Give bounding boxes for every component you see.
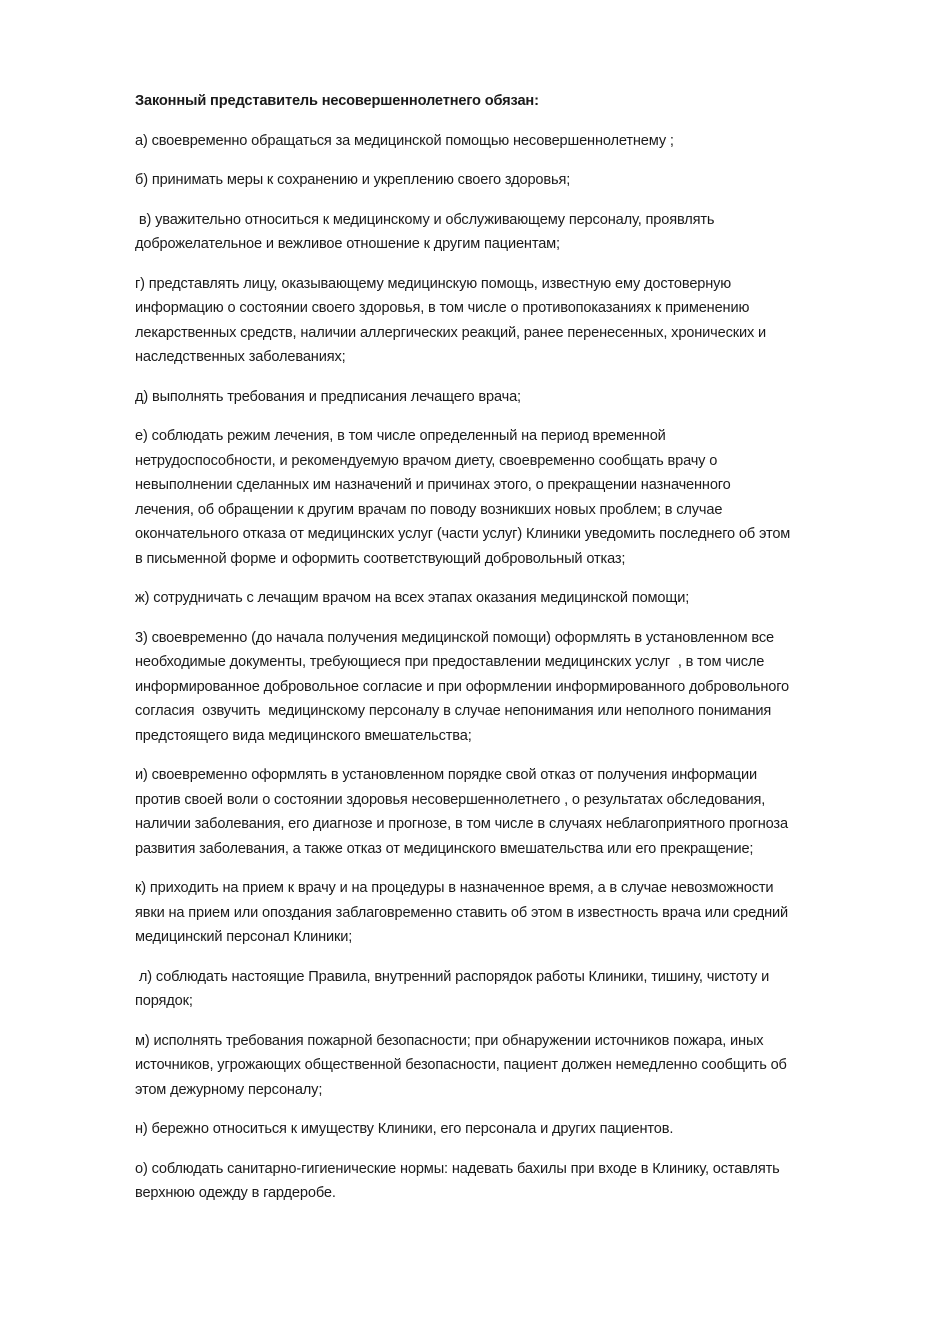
text-line: д) выполнять требования и предписания лечащего врача; — [135, 388, 521, 405]
list-item — [135, 424, 875, 571]
text-line: нетрудоспособности, и рекомендуемую врачом диету, своевременно сообщать врачу о — [135, 452, 718, 469]
obligations-list — [135, 129, 875, 1206]
text-line: ж) сотрудничать с лечащим врачом на всех этапах оказания медицинской помощи; — [135, 590, 690, 606]
list-item — [135, 586, 875, 611]
text-line: а) своевременно обращаться за медицинской помощью несовершеннолетнему ; — [135, 132, 674, 149]
text-line: источников, угрожающих общественной безопасности, пациент должен немедленно сообщить об — [135, 1057, 787, 1073]
text-line: согласия озвучить медицинскому персоналу в случае непонимания или неполного понимания — [135, 703, 772, 719]
text-line: медицинский персонал Клиники; — [135, 929, 353, 945]
list-item — [135, 876, 875, 950]
text-line: о) соблюдать санитарно-гигиенические нормы: надевать бахилы при входе в Клинику, оставлять — [135, 1160, 780, 1177]
text-line: в) уважительно относиться к медицинскому и обслуживающему персоналу, проявлять — [135, 211, 715, 228]
list-item — [135, 385, 875, 410]
list-item — [135, 626, 875, 749]
text-line: этом дежурному персоналу; — [135, 1081, 323, 1098]
text-line: е) соблюдать режим лечения, в том числе определенный на период временной — [135, 428, 666, 444]
list-item — [135, 168, 875, 193]
text-line: и) своевременно оформлять в установленном порядке свой отказ от получения информации — [135, 767, 757, 783]
text-line: н) бережно относиться к имуществу Клиники, его персонала и других пациентов. — [135, 1121, 674, 1137]
text-line: доброжелательное и вежливое отношение к другим пациентам; — [135, 236, 560, 252]
text-line: явки на прием или опоздания заблаговременно ставить об этом в известность врача или средний — [135, 904, 789, 921]
list-item — [135, 129, 875, 154]
text-line: окончательного отказа от медицинских услуг (части услуг) Клиники уведомить последнего об этом — [135, 526, 791, 542]
text-line: в письменной форме и оформить соответствующий добровольный отказ; — [135, 550, 626, 567]
list-item — [135, 965, 875, 1014]
text-line: г) представлять лицу, оказывающему медицинскую помощь, известную ему достоверную — [135, 275, 732, 292]
text-line: против своей воли о состоянии здоровья несовершеннолетнего , о результатах обследования, — [135, 791, 766, 808]
text-line: л) соблюдать настоящие Правила, внутренний распорядок работы Клиники, тишину, чистоту и — [135, 968, 770, 985]
text-line: наличии заболевания, его диагнозе и прогнозе, в том числе в случаях неблагоприятного прогноза — [135, 816, 788, 832]
text-line: развития заболевания, а также отказ от медицинского вмешательства или его прекращение; — [135, 840, 754, 857]
text-line: невыполнении сделанных им назначений и причинах этого, о прекращении назначенного — [135, 477, 731, 493]
text-line: б) принимать меры к сохранению и укреплению своего здоровья; — [135, 172, 571, 188]
text-line: к) приходить на прием к врачу и на процедуры в назначенное время, а в случае невозможности — [135, 880, 774, 896]
text-line: 3) своевременно (до начала получения медицинской помощи) оформлять в установленном все — [135, 629, 774, 646]
text-line: информацию о состоянии своего здоровья, в том числе о противопоказаниях к применению — [135, 300, 750, 316]
list-item — [135, 208, 875, 257]
text-line: предстоящего вида медицинского вмешательства; — [135, 727, 472, 744]
text-line: наследственных заболеваниях; — [135, 349, 346, 365]
list-item — [135, 763, 875, 861]
text-line: лечения, об обращении к другим врачам по поводу возникших новых проблем; в случае — [135, 501, 723, 518]
text-line: верхнюю одежду в гардеробе. — [135, 1185, 336, 1201]
list-item — [135, 1029, 875, 1103]
text-line: лекарственных средств, наличии аллергических реакций, ранее перенесенных, хронических и — [135, 324, 767, 341]
text-line: информированное добровольное согласие и при оформлении информированного добровольного — [135, 678, 790, 695]
text-line: м) исполнять требования пожарной безопасности; при обнаружении источников пожара, иных — [135, 1032, 764, 1049]
text-line: порядок; — [135, 993, 193, 1009]
list-item — [135, 272, 875, 370]
list-item — [135, 1157, 875, 1206]
document-heading: Законный представитель несовершеннолетнего обязан: — [135, 93, 539, 109]
list-item — [135, 1117, 875, 1142]
document-content — [135, 89, 875, 1221]
text-line: необходимые документы, требующиеся при предоставлении медицинских услуг , в том числе — [135, 654, 765, 670]
